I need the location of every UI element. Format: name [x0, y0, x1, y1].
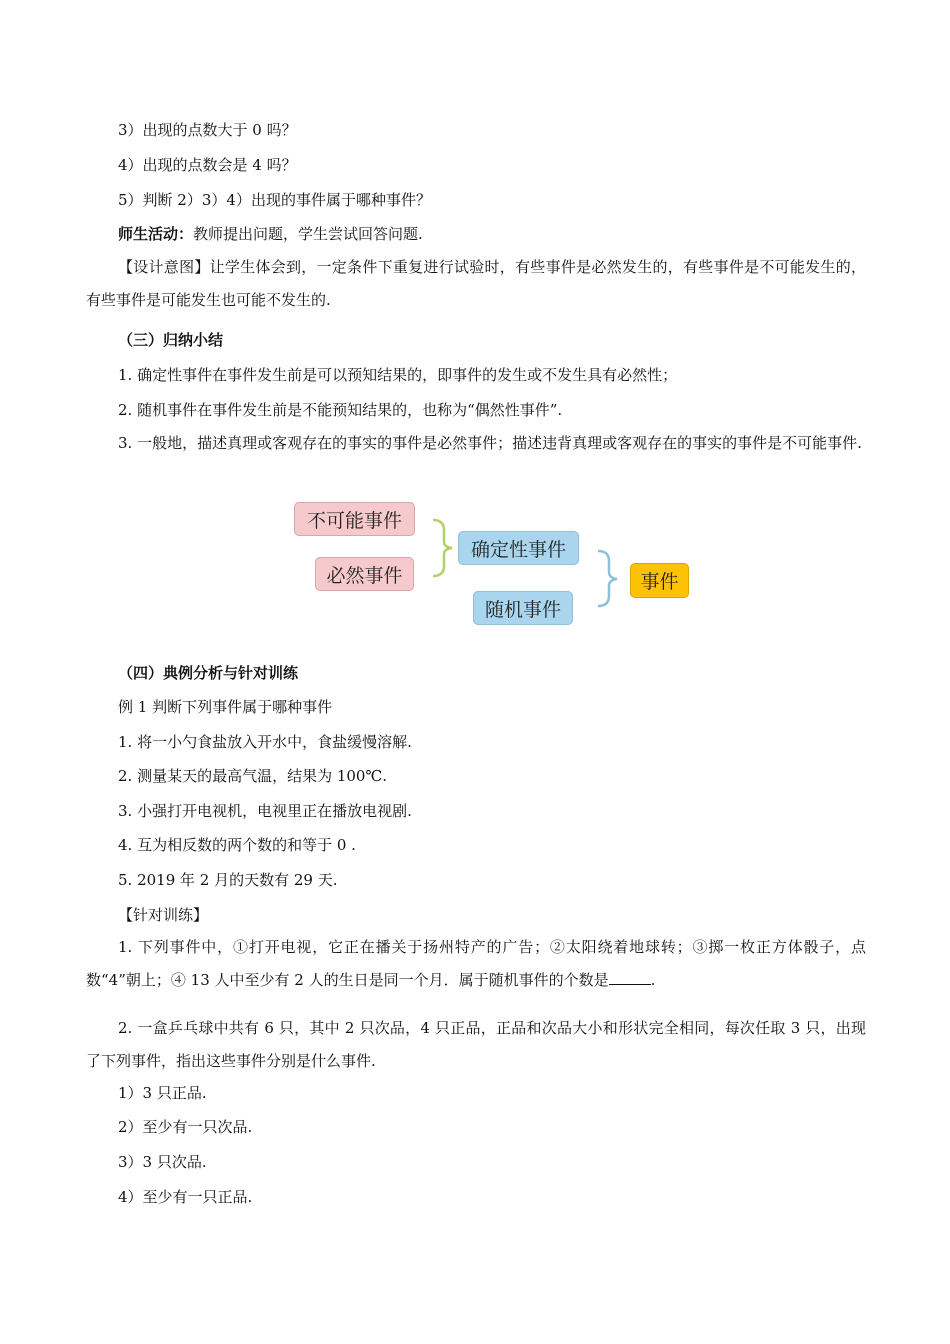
summary-point-2: 2. 随机事件在事件发生前是不能预知结果的，也称为“偶然性事件”. [118, 401, 563, 419]
training-question-1 [86, 931, 866, 997]
example-item-2: 2. 测量某天的最高气温，结果为 100℃. [118, 767, 388, 785]
example-1-title: 例 1 判断下列事件属于哪种事件 [118, 698, 333, 716]
examples-heading: （四）典例分析与针对训练 [118, 664, 299, 682]
training-question-2: 2. 一盒乒乓球中共有 6 只，其中 2 只次品，4 只正品，正品和次品大小和形状完全相同，每次任取 3 只，出现了下列事件，指出这些事件分别是什么事件. [86, 1019, 866, 1070]
impossible-event-box: 不可能事件 [294, 502, 415, 536]
teacher-activity-text: 教师提出问题，学生尝试回答问题. [193, 225, 423, 243]
answer-blank [609, 970, 651, 985]
teacher-activity-label: 师生活动： [118, 225, 194, 243]
training-q1-text: 1. 下列事件中，①打开电视，它正在播关于扬州特产的广告；②太阳绕着地球转；③掷一枚正方体骰子，点数“4”朝上；④ 13 人中至少有 2 人的生日是同一个月．属于随机事件的个数是 [86, 938, 866, 989]
question-3: 3）出现的点数大于 0 吗？ [118, 121, 297, 139]
right-brace [598, 551, 617, 606]
training-q2-item-4: 4）至少有一只正品. [118, 1188, 253, 1206]
certain-event-box: 必然事件 [315, 557, 414, 591]
random-event-box: 随机事件 [473, 591, 573, 625]
deterministic-event-box: 确定性事件 [458, 531, 579, 565]
design-intent: 【设计意图】让学生体会到，一定条件下重复进行试验时，有些事件是必然发生的，有些事件是不可能发生的，有些事件是可能发生也可能不发生的. [86, 258, 866, 309]
summary-point-3: 3. 一般地，描述真理或客观存在的事实的事件是必然事件；描述违背真理或客观存在的事实的事件是不可能事件. [118, 434, 862, 452]
training-q1-end: . [650, 971, 656, 989]
example-item-3: 3. 小强打开电视机，电视里正在播放电视剧. [118, 802, 412, 820]
summary-heading: （三）归纳小结 [118, 331, 224, 349]
example-item-4: 4. 互为相反数的两个数的和等于 0 . [118, 836, 356, 854]
left-brace [433, 520, 452, 576]
question-4: 4）出现的点数会是 4 吗？ [118, 156, 297, 174]
example-item-5: 5. 2019 年 2 月的天数有 29 天. [118, 871, 338, 889]
event-box: 事件 [630, 563, 689, 598]
training-heading: 【针对训练】 [118, 906, 209, 924]
example-item-1: 1. 将一小勺食盐放入开水中，食盐缓慢溶解. [118, 733, 412, 751]
question-5: 5）判断 2）3）4）出现的事件属于哪种事件？ [118, 191, 431, 209]
training-q2-item-1: 1）3 只正品. [118, 1084, 207, 1102]
training-q2-item-3: 3）3 只次品. [118, 1153, 207, 1171]
summary-point-1: 1. 确定性事件在事件发生前是可以预知结果的，即事件的发生或不发生具有必然性； [118, 366, 678, 384]
training-q2-item-2: 2）至少有一只次品. [118, 1118, 253, 1136]
